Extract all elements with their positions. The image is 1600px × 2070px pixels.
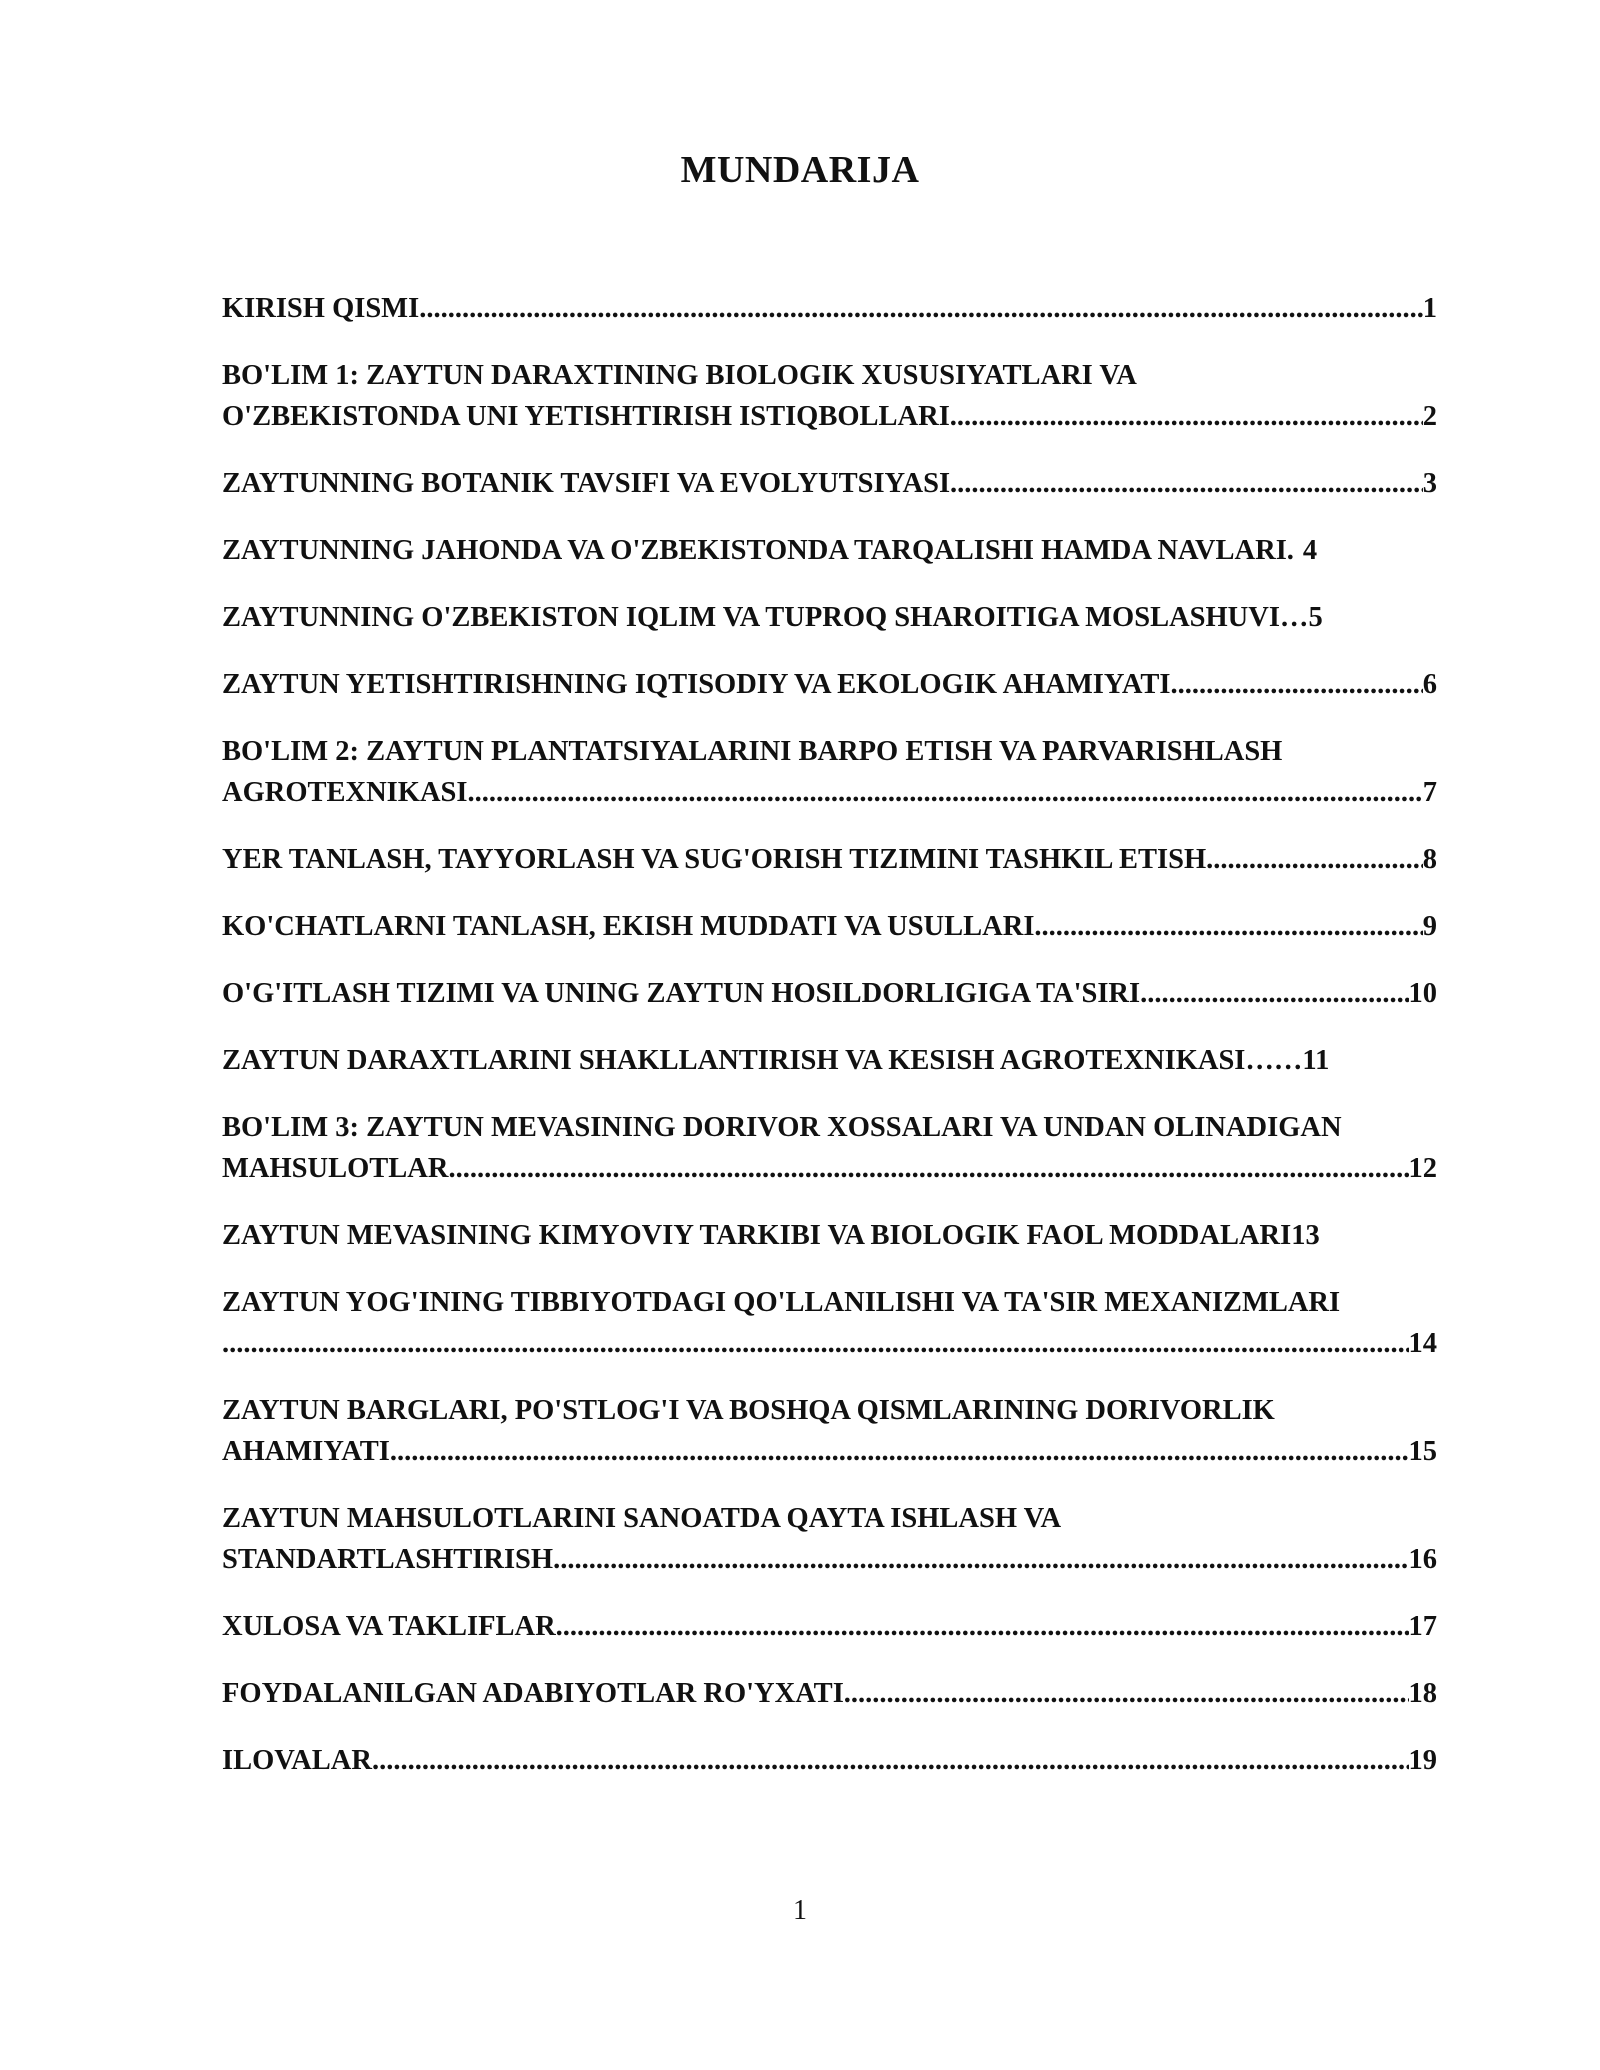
- toc-page-number: 14: [1408, 1328, 1437, 1359]
- toc-entry-yer-tanlash[interactable]: [222, 839, 1437, 880]
- toc-entry-xulosa[interactable]: [222, 1606, 1437, 1647]
- dot-leader: [1206, 839, 1423, 880]
- toc-entry-shakllantirish[interactable]: [222, 1040, 1437, 1081]
- toc-page-number: 13: [1291, 1220, 1320, 1251]
- toc-entry-title: ZAYTUN MEVASINING KIMYOVIY TARKIBI VA BIOLOGIK FAOL MODDALARI: [222, 1220, 1292, 1251]
- toc-entry-kochatlar[interactable]: [222, 906, 1437, 947]
- dot-leader: [553, 1539, 1408, 1580]
- toc-page-number: 11: [1302, 1045, 1330, 1076]
- dot-leader: [390, 1431, 1409, 1472]
- toc-page-number: 1: [1422, 293, 1437, 324]
- dot-leader: [950, 463, 1423, 504]
- toc-page-number: 10: [1408, 978, 1437, 1009]
- dot-leader: [448, 1148, 1408, 1189]
- toc-entry-kimyoviy-tarkibi[interactable]: [222, 1215, 1437, 1256]
- toc-entry-bolim-1[interactable]: [222, 355, 1437, 437]
- toc-page-number: 7: [1422, 777, 1437, 808]
- dot-leader: [467, 772, 1422, 813]
- toc-entry-title: ZAYTUN YETISHTIRISHNING IQTISODIY VA EKOLOGIK AHAMIYATI: [222, 669, 1171, 700]
- toc-entry-title: ZAYTUN DARAXTLARINI SHAKLLANTIRISH VA KESISH AGROTEXNIKASI……: [222, 1045, 1303, 1076]
- toc-page-number: 15: [1408, 1436, 1437, 1467]
- toc-entry-adabiyotlar[interactable]: [222, 1673, 1437, 1714]
- toc-page-number: 5: [1308, 602, 1323, 633]
- toc-entry-title: XULOSA VA TAKLIFLAR: [222, 1611, 556, 1642]
- dot-leader: [419, 288, 1423, 329]
- toc-entry-barglari[interactable]: [222, 1390, 1437, 1472]
- dot-leader: [1034, 906, 1422, 947]
- toc-entry-sanoat[interactable]: [222, 1498, 1437, 1580]
- toc-entry-title-line-2: MAHSULOTLAR: [222, 1153, 449, 1184]
- toc-entry-title: ZAYTUNNING BOTANIK TAVSIFI VA EVOLYUTSIYASI: [222, 468, 951, 499]
- toc-entry-title-line-1: ZAYTUN YOG'INING TIBBIYOTDAGI QO'LLANILISHI VA TA'SIR MEXANIZMLARI: [222, 1287, 1341, 1318]
- dot-leader: [556, 1606, 1409, 1647]
- toc-entry-tibbiyot[interactable]: [222, 1282, 1437, 1364]
- toc-entry-title: O'G'ITLASH TIZIMI VA UNING ZAYTUN HOSILDORLIGIGA TA'SIRI: [222, 978, 1141, 1009]
- toc-entry-title-line-2: STANDARTLASHTIRISH: [222, 1544, 554, 1575]
- toc-entry-ilovalar[interactable]: [222, 1740, 1437, 1781]
- page-number-footer: 1: [793, 1895, 807, 1926]
- toc-entry-title: FOYDALANILGAN ADABIYOTLAR RO'YXATI: [222, 1678, 844, 1709]
- toc-entry-moslashuvi[interactable]: [222, 597, 1437, 638]
- dot-leader: [372, 1740, 1409, 1781]
- toc-page-number: 8: [1422, 844, 1437, 875]
- toc-entry-ogitlash[interactable]: [222, 973, 1437, 1014]
- toc-entry-title-line-2: O'ZBEKISTONDA UNI YETISHTIRISH ISTIQBOLLARI: [222, 401, 950, 432]
- toc-page-number: 12: [1408, 1153, 1437, 1184]
- toc-entry-title: KO'CHATLARNI TANLASH, EKISH MUDDATI VA USULLARI: [222, 911, 1035, 942]
- toc-page-number: 16: [1408, 1544, 1437, 1575]
- toc-entry-title: KIRISH QISMI: [222, 293, 420, 324]
- toc-page-number: 18: [1408, 1678, 1437, 1709]
- toc-page-number: 3: [1422, 468, 1437, 499]
- table-of-contents: [222, 288, 1437, 1807]
- dot-leader: [844, 1673, 1409, 1714]
- toc-page-number: 2: [1422, 401, 1437, 432]
- toc-entry-botanik-tavsif[interactable]: [222, 463, 1437, 504]
- dot-leader: [1140, 973, 1408, 1014]
- toc-entry-title: ILOVALAR: [222, 1745, 372, 1776]
- toc-entry-title-line-1: ZAYTUN BARGLARI, PO'STLOG'I VA BOSHQA QISMLARINING DORIVORLIK: [222, 1395, 1275, 1426]
- toc-entry-title-line-1: ZAYTUN MAHSULOTLARINI SANOATDA QAYTA ISHLASH VA: [222, 1503, 1062, 1534]
- toc-entry-bolim-3[interactable]: [222, 1107, 1437, 1189]
- toc-page-number: 17: [1408, 1611, 1437, 1642]
- toc-page-number: 19: [1408, 1745, 1437, 1776]
- toc-page-number: 4: [1302, 535, 1318, 566]
- toc-entry-kirish[interactable]: [222, 288, 1437, 329]
- dot-leader: [222, 1323, 1409, 1364]
- toc-entry-tarqalishi[interactable]: [222, 530, 1437, 571]
- page-title: MUNDARIJA: [680, 149, 920, 191]
- toc-entry-title: ZAYTUNNING O'ZBEKISTON IQLIM VA TUPROQ SHAROITIGA MOSLASHUVI…: [222, 602, 1309, 633]
- toc-entry-title-line-1: BO'LIM 1: ZAYTUN DARAXTINING BIOLOGIK XUSUSIYATLARI VA: [222, 360, 1137, 391]
- toc-entry-title-line-1: BO'LIM 2: ZAYTUN PLANTATSIYALARINI BARPO ETISH VA PARVARISHLASH: [222, 736, 1283, 767]
- toc-entry-title: YER TANLASH, TAYYORLASH VA SUG'ORISH TIZIMINI TASHKIL ETISH: [222, 844, 1207, 875]
- toc-page-number: 6: [1422, 669, 1437, 700]
- toc-page-number: 9: [1422, 911, 1437, 942]
- toc-entry-title-line-1: BO'LIM 3: ZAYTUN MEVASINING DORIVOR XOSSALARI VA UNDAN OLINADIGAN: [222, 1112, 1342, 1143]
- dot-leader: [1170, 664, 1422, 705]
- dot-leader: [950, 396, 1423, 437]
- toc-entry-title-line-2: AGROTEXNIKASI: [222, 777, 468, 808]
- toc-entry-title: ZAYTUNNING JAHONDA VA O'ZBEKISTONDA TARQALISHI HAMDA NAVLARI.: [222, 535, 1294, 566]
- toc-entry-ahamiyati[interactable]: [222, 664, 1437, 705]
- toc-entry-title-line-2: AHAMIYATI: [222, 1436, 390, 1467]
- toc-entry-bolim-2[interactable]: [222, 731, 1437, 813]
